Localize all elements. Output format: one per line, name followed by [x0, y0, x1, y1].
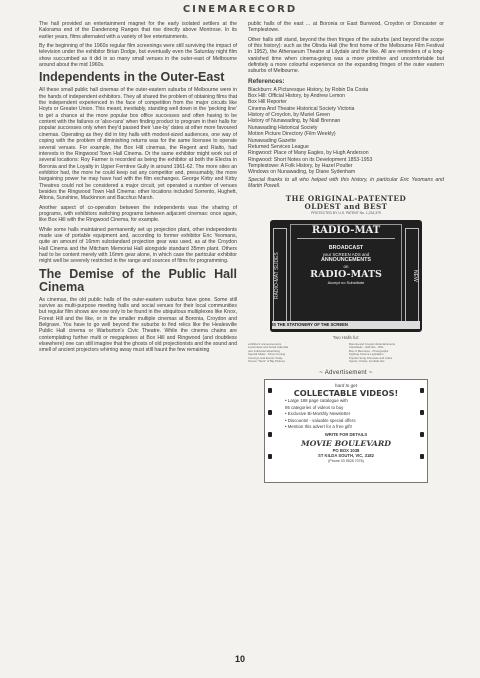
slide-brand-secondary: RADIO-MATS	[310, 268, 382, 280]
film-perforation-icon	[420, 454, 424, 459]
advert-feature: • Mention this advert for a free gift!	[285, 423, 352, 429]
slide-divider	[297, 238, 395, 239]
caption-item: own individual advertising	[248, 348, 280, 353]
reference-item: History of Nunawading, by Niall Brennan	[248, 118, 341, 125]
slide-line: Accept no Substitute	[327, 279, 365, 285]
reference-item: Ringwood: Short Notes on its Development 1853-1953	[248, 156, 373, 163]
patented-line-2: OLDEST and BEST	[304, 202, 388, 212]
patent-note: PROTECTED BY U.S. PATENT No. 1,234,379	[311, 211, 381, 216]
section-heading: The Demise of the Public Hall Cinema	[39, 266, 237, 294]
caption-item: Special Slides - Films Coming	[248, 352, 286, 357]
advertisement-heading: ~ Advertisement ~	[319, 369, 373, 376]
slide-line: ANNOUNCEMENTS	[320, 257, 371, 264]
reference-item: Nunawading Gazette	[248, 137, 297, 144]
reference-item: Templestowe: A Folk History, by Hazel Poulter	[248, 162, 353, 169]
advert-feature: • Exclusive Bi-Monthly Newsletter	[285, 411, 351, 417]
paragraph: By the beginning of the 1960s regular film screenings were still surviving the impact of television under the exhibitor Brian Dodge, but eventually even the Saturday night film show succumbed as it did in so many small venues in the outer-east of Melbourne around about the mid 1960s.	[39, 43, 237, 69]
acknowledgement: Special thanks to all who helped with this history, in particular Eric Yeomans and Martin Powell.	[248, 176, 444, 189]
caption-item: Sports, Cricket, Football, Etc.	[349, 359, 386, 364]
reference-item: Box Hill Reporter	[248, 99, 287, 106]
caption-item: Fighting Cinema Legislation	[349, 352, 384, 357]
paragraph: Other halls still stand, beyond the then fringes of the suburbs (and beyond the scope of this history): such as the Olinda Hall (the first home of the Melbourne Film Festival in 1952), the Athenaeum Theatre at Lilydale and the like. All are reminders of a long-vanished time when cinema-going was a more primitive and uncomfortable but definitely a more colourful experience on the expanding fringes of the outer eastern suburbs of Melbourne.	[248, 36, 444, 75]
caption-grid	[248, 343, 444, 364]
advert-feature: • Discounts! - valuable special offers	[285, 417, 356, 423]
caption-item: Screen "Stars" of Big Pictures	[248, 359, 285, 364]
reference-item: Cinema And Theatre Historical Society Victoria	[248, 105, 355, 112]
reference-item: History of Croydon, by Muriel Green	[248, 112, 330, 119]
slide-line: BROADCAST	[328, 244, 364, 251]
reference-item: Windows on Nunawading, by Diane Sydenham	[248, 169, 356, 176]
caption-item: Classifieds - Hall Hire - RSL	[349, 345, 384, 350]
reference-item: Ringwood: Place of Many Eagles, by Hugh Anderson	[248, 150, 369, 157]
advert-phone: (Phone 03 9525 7076)	[328, 458, 364, 463]
caption-item: Boronia and Croydon Entertainments	[349, 341, 396, 346]
reference-item: Nunawading Historical Society	[248, 124, 318, 131]
advert-feature-list	[271, 398, 421, 430]
film-perforation-icon	[268, 388, 272, 393]
reference-item: Blackburn: A Picturesque History, by Robin Da Costa	[248, 86, 369, 93]
paragraph: Another aspect of co-operation between the independents was the sharing of programs, with exhibitors switching programs between adjacent cinemas: once again, like Box Hill with the Ringwood Cinema, for example.	[39, 204, 237, 224]
advert-address: PO BOX 1038	[332, 447, 360, 453]
left-column	[39, 21, 237, 357]
slide-side-label-left: RADIO-MAT SLIDES	[273, 228, 287, 324]
slide-line: your SCREEN ADS and	[322, 251, 370, 257]
reference-item: Box Hill: Official History, by Andrew Lemon	[248, 93, 345, 100]
advert-address: ST KILDA SOUTH, VIC, 3182	[318, 452, 374, 458]
slide-side-label-right: NEW	[405, 228, 419, 324]
advertisement-box	[264, 379, 428, 483]
advert-tagline: hard to get	[335, 382, 357, 388]
advert-company: MOVIE BOULEVARD	[300, 438, 392, 448]
masthead: CINEMARECORD	[182, 4, 298, 15]
advert-feature: • Large 188 page catalogue with	[285, 398, 348, 404]
right-column	[248, 21, 444, 483]
advert-feature: 95 categories of videos to buy	[285, 404, 344, 410]
paragraph: public halls of the east ... at Boronia or East Burwood, Croydon or Doncaster or Templestowe.	[248, 21, 444, 34]
film-perforation-icon	[268, 432, 272, 437]
paragraph: The hall provided an entertainment magnet for the early isolated settlers at the Kalorama end of the Dandenong Ranges that rise directly above Montrose. In its earlier years, films alternated with a variety of live entertainments.	[39, 21, 237, 40]
section-heading: Independents in the Outer-East	[39, 70, 225, 85]
paragraph: As cinemas, the old public halls of the outer-eastern suburbs have gone. Some still survive as multi-purpose meeting halls and social venues for their local communities but regular film shows are now only to be found in the ubiquitous multiplexes like Knox, Forest Hill and the like, or in the smaller multiple cinemas at Boronia, Croydon and Belgrave. You have to go well beyond the suburbs to find relics like the Healesville Public Hall cinema or Warburton's Civic Theatre. While the cinema chains are contemplating further multi or megaplexes at Box Hill and Ringwood (and doubtless elsewhere) one can still imagine that the ghosts of old projectionists and the sound and smell of ancient projectors whirring away must still haunt the few remaining	[39, 296, 237, 354]
film-perforation-icon	[268, 410, 272, 415]
references-list	[248, 87, 444, 190]
film-perforation-icon	[420, 388, 424, 393]
caption-item: Coming Local Events Today	[248, 355, 283, 360]
patented-banner	[248, 195, 444, 215]
advert-call-to-action: WRITE FOR DETAILS	[324, 432, 368, 438]
film-perforation-icon	[420, 410, 424, 415]
advert-title: COLLECTABLE VIDEOS!	[293, 388, 399, 399]
slide-panel	[290, 224, 402, 328]
reference-item: Returned Services League	[248, 143, 309, 150]
paragraph: All these small public hall cinemas of the outer-eastern suburbs of Melbourne were in the hands of independent exhibitors. They all shared the problem of obtaining films that the independent experienced in the face of competition from the major circuits like Hoyts or Greater Union. This meant, inevitably, standing well down in the 'pecking line' to get a chance at the more popular box office successes and often having to be content with the failures or 'also-rans' when finding product to program in their halls for popular successes only when they'd passed their 'use-by' dates at other more favoured cinemas. Operating as they did in tiny halls with modest-sized audiences, one way of coping with the problem of diminishing returns was for the same licensee to operate several venues. For example, the Box Hill cinemas, the Regent and Rialto, had interests in the Ringwood Town Hall Cinema. Or the same exhibitor might work out of several locations: Roy Farmer is recorded as being the exhibitor at both the Electra in Boronia and the Loyalty in Upper Ferntree Gully in around 1961-62. The more sites an exhibitor had, the more he could keep out any competitor and, presumably, the more bargaining power he may have had with the film exchanges. George Kirby and Kirby Theatres could not be considered a major circuit, yet operated a number of venues besides the Ringwood Town Hall Cinema: other locations included Sorrento, Hughett, Altona, Sunshine, Mackinnon and Bacchus Marsh.	[39, 87, 237, 202]
slide-footer: IS THE STATIONERY OF THE SCREEN	[272, 321, 420, 329]
references-heading: References:	[248, 77, 285, 85]
patented-line-1: THE ORIGINAL-PATENTED	[285, 194, 407, 204]
film-perforation-icon	[268, 454, 272, 459]
radio-mat-slide-image	[270, 220, 422, 332]
caption-item: exhibitors' announcements	[248, 341, 282, 346]
page-number: 10	[234, 654, 245, 664]
slide-brand: RADIO-MAT	[311, 225, 381, 237]
paragraph: While some halls maintained permanently set up projection plant, other independents made use of portable equipment and, according to former exhibitor Eric Yeomans, quite an amount of 16mm substandard projection gear was used, as at the Croydon Hall Cinema and the Mitcham Memorial Hall alongside standard 35mm plant. Others had to be content merely with 16mm gear alone, in which case the particular exhibitor might well be severely restricted in the range and sources of films for programming.	[39, 226, 237, 265]
caption-item: Box of Memories - Photographs	[349, 348, 389, 353]
caption-item: Popular Song Choruses and Jokes	[349, 355, 393, 360]
slide-line: on	[343, 264, 349, 270]
slide-caption: Two Halls fur:	[332, 335, 360, 341]
caption-item: Local News and Social Calendar	[248, 345, 289, 350]
reference-item: Motion Picture Directory (Film Weekly)	[248, 131, 336, 138]
film-perforation-icon	[420, 432, 424, 437]
